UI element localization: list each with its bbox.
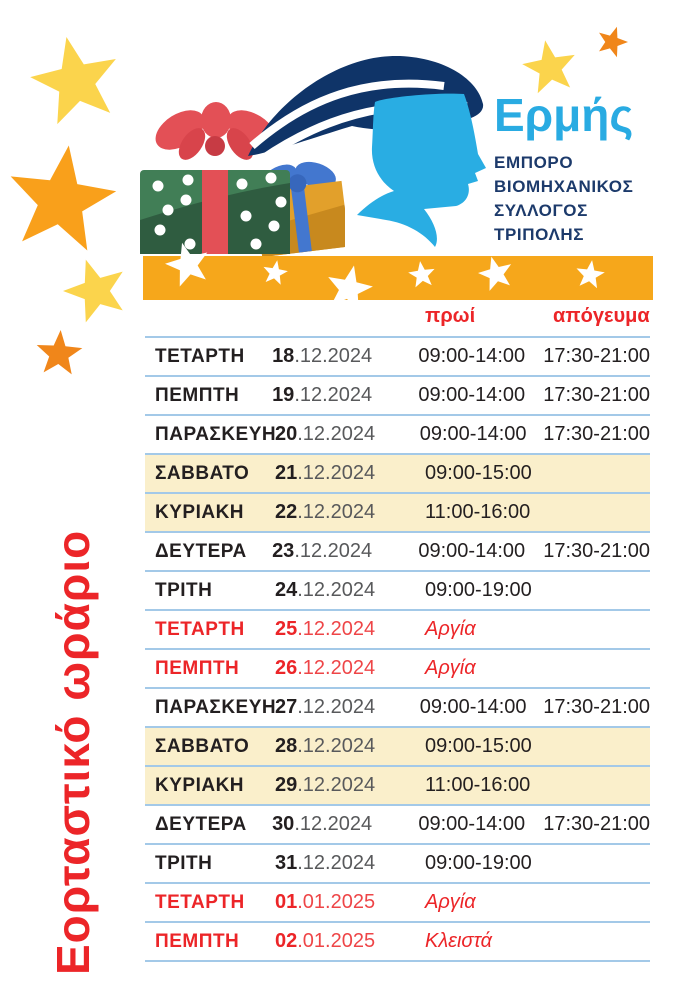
date-day: 30 — [272, 813, 295, 835]
day-cell: ΔΕΥΤΕΡΑ — [155, 813, 247, 835]
star-icon — [30, 36, 122, 128]
table-row — [145, 765, 650, 804]
date-rest: .12.2024 — [297, 774, 376, 796]
table-row — [145, 414, 650, 453]
morning-cell: 09:00-14:00 — [418, 345, 526, 367]
afternoon-cell: 17:30-21:00 — [543, 423, 650, 445]
day-cell: ΤΕΤΑΡΤΗ — [155, 891, 245, 913]
day-cell: ΠΑΡΑΣΚΕΥΗ — [155, 696, 277, 718]
table-row — [145, 882, 650, 921]
afternoon-cell: 17:30-21:00 — [543, 384, 650, 406]
day-cell: ΣΑΒΒΑΤΟ — [155, 735, 250, 757]
morning-cell: 09:00-14:00 — [418, 540, 526, 562]
morning-cell: Αργία — [425, 618, 476, 640]
date-rest: .12.2024 — [294, 540, 373, 562]
brand-block — [494, 89, 634, 247]
table-row — [145, 609, 650, 648]
morning-cell: 09:00-15:00 — [425, 735, 532, 757]
date-cell — [272, 813, 418, 836]
morning-cell: 09:00-15:00 — [425, 462, 532, 484]
date-rest: .01.2025 — [297, 930, 376, 952]
morning-cell: 09:00-14:00 — [418, 813, 526, 835]
afternoon-cell: 17:30-21:00 — [543, 540, 650, 562]
schedule-header — [145, 303, 650, 336]
star-icon — [165, 242, 211, 288]
schedule-table — [145, 303, 650, 962]
date-rest: .12.2024 — [294, 384, 373, 406]
day-cell: ΠΕΜΠΤΗ — [155, 384, 240, 406]
date-cell — [275, 735, 425, 758]
brand-name: Ερμής — [494, 89, 634, 141]
org-line: ΒΙΟΜΗΧΑΝΙΚΟΣ — [494, 177, 634, 196]
date-rest: .12.2024 — [297, 579, 376, 601]
table-row — [145, 336, 650, 375]
date-cell — [275, 579, 425, 602]
table-row — [145, 570, 650, 609]
date-cell — [275, 423, 420, 446]
morning-cell: 11:00-16:00 — [425, 501, 531, 523]
date-day: 02 — [275, 930, 298, 952]
date-day: 01 — [275, 891, 298, 913]
day-cell: ΠΑΡΑΣΚΕΥΗ — [155, 423, 277, 445]
morning-cell: Αργία — [425, 657, 476, 679]
schedule-rows — [145, 336, 650, 962]
morning-cell: 09:00-14:00 — [419, 423, 527, 445]
morning-cell: Αργία — [425, 891, 476, 913]
org-line: ΤΡΙΠΟΛΗΣ — [494, 225, 585, 244]
date-rest: .12.2024 — [297, 852, 376, 874]
afternoon-cell: 17:30-21:00 — [543, 696, 650, 718]
date-cell — [272, 540, 418, 563]
date-rest: .12.2024 — [297, 657, 376, 679]
date-rest: .12.2024 — [297, 696, 376, 718]
day-cell: ΤΕΤΑΡΤΗ — [155, 618, 245, 640]
table-row — [145, 453, 650, 492]
morning-cell: Κλειστά — [425, 930, 493, 952]
brand-organization — [494, 151, 633, 247]
day-cell: ΠΕΜΠΤΗ — [155, 930, 240, 952]
afternoon-header: απόγευμα — [553, 305, 650, 327]
date-day: 31 — [275, 852, 298, 874]
morning-cell: 09:00-14:00 — [418, 384, 526, 406]
date-day: 27 — [275, 696, 298, 718]
table-row — [145, 921, 650, 960]
date-cell — [272, 345, 418, 368]
star-icon — [522, 40, 578, 96]
date-cell — [275, 774, 425, 797]
date-day: 21 — [275, 462, 298, 484]
table-row — [145, 804, 650, 843]
star-icon — [63, 258, 129, 324]
morning-cell: 11:00-16:00 — [425, 774, 531, 796]
date-cell — [275, 618, 425, 641]
date-day: 28 — [275, 735, 298, 757]
table-row — [145, 687, 650, 726]
date-rest: .12.2024 — [294, 813, 373, 835]
date-day: 26 — [275, 657, 298, 679]
day-cell: ΚΥΡΙΑΚΗ — [155, 501, 245, 523]
date-rest: .12.2024 — [297, 462, 376, 484]
date-cell — [275, 930, 425, 953]
star-banner — [143, 256, 653, 300]
date-rest: .12.2024 — [297, 618, 376, 640]
table-row — [145, 843, 650, 882]
morning-cell: 09:00-19:00 — [425, 579, 532, 601]
star-icon — [575, 260, 605, 290]
date-day: 18 — [272, 345, 295, 367]
star-icon — [408, 261, 436, 289]
day-cell: ΤΡΙΤΗ — [155, 852, 213, 874]
date-cell — [275, 501, 425, 524]
star-icon — [262, 260, 288, 286]
date-day: 29 — [275, 774, 298, 796]
date-rest: .01.2025 — [297, 891, 376, 913]
star-icon — [35, 330, 83, 378]
date-day: 20 — [275, 423, 298, 445]
date-cell — [275, 891, 425, 914]
day-cell: ΚΥΡΙΑΚΗ — [155, 774, 245, 796]
day-cell: ΠΕΜΠΤΗ — [155, 657, 240, 679]
date-day: 19 — [272, 384, 295, 406]
morning-cell: 09:00-19:00 — [425, 852, 532, 874]
star-icon — [478, 256, 514, 292]
day-cell: ΤΕΤΑΡΤΗ — [155, 345, 245, 367]
afternoon-cell: 17:30-21:00 — [543, 345, 650, 367]
date-day: 25 — [275, 618, 298, 640]
date-cell — [275, 696, 420, 719]
table-row — [145, 726, 650, 765]
date-cell — [275, 462, 425, 485]
star-icon — [5, 145, 117, 257]
page-title: Εορταστικό ωράριο — [47, 529, 99, 975]
date-cell — [275, 657, 425, 680]
date-day: 22 — [275, 501, 298, 523]
table-row — [145, 531, 650, 570]
day-cell: ΔΕΥΤΕΡΑ — [155, 540, 247, 562]
date-cell — [272, 384, 418, 407]
star-icon — [596, 26, 628, 58]
morning-cell: 09:00-14:00 — [419, 696, 527, 718]
date-rest: .12.2024 — [297, 735, 376, 757]
date-day: 23 — [272, 540, 295, 562]
date-cell — [275, 852, 425, 875]
date-day: 24 — [275, 579, 298, 601]
date-rest: .12.2024 — [297, 501, 376, 523]
day-cell: ΤΡΙΤΗ — [155, 579, 213, 601]
table-row — [145, 375, 650, 414]
date-rest: .12.2024 — [297, 423, 376, 445]
hermes-logo — [232, 42, 487, 267]
day-cell: ΣΑΒΒΑΤΟ — [155, 462, 250, 484]
date-rest: .12.2024 — [294, 345, 373, 367]
org-line: ΕΜΠΟΡΟ — [494, 153, 574, 172]
morning-header: πρωί — [425, 305, 476, 327]
table-row — [145, 648, 650, 687]
org-line: ΣΥΛΛΟΓΟΣ — [494, 201, 588, 220]
afternoon-cell: 17:30-21:00 — [543, 813, 650, 835]
table-row — [145, 492, 650, 531]
